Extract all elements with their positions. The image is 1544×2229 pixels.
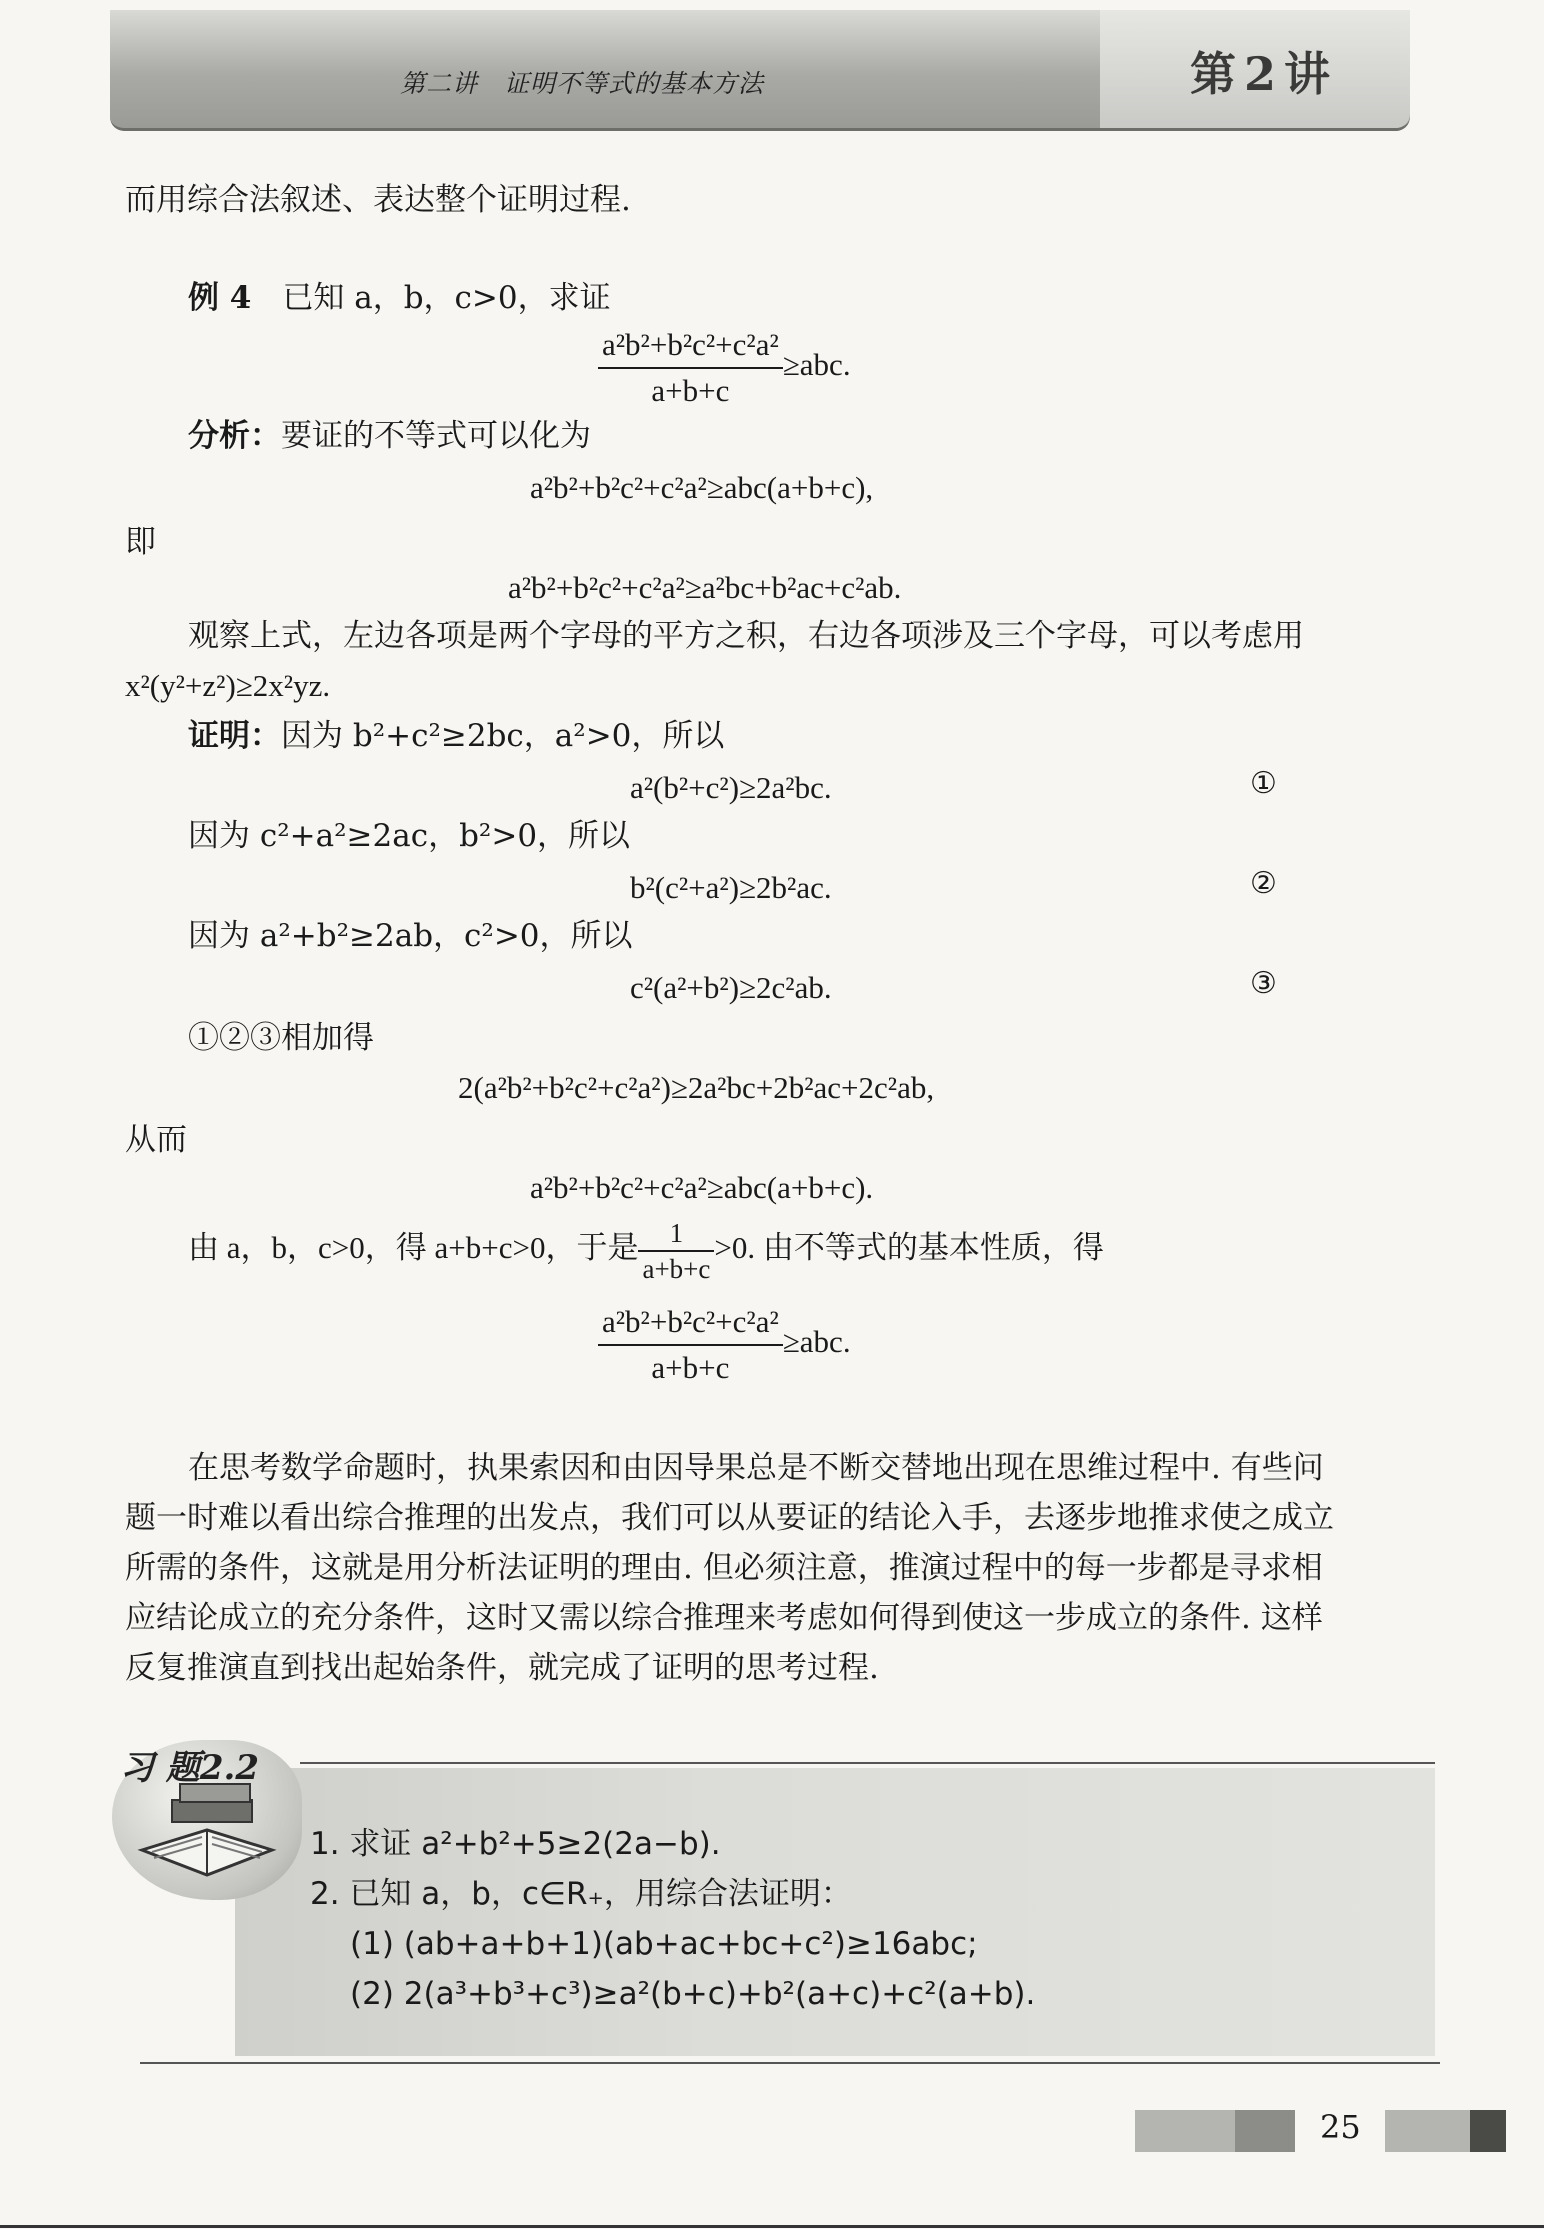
footer-bar-left-dark [1235,2110,1295,2152]
exercise-top-rule [300,1762,1435,1764]
lecture-number: 第2讲 [1190,47,1339,101]
exercise-item-2: 2. 已知 a，b，c∈R₊，用综合法证明： [310,1876,852,1912]
example-target-inequality [598,325,851,411]
proof-step3: 因为 a²+b²≥2ab，c²>0，所以 [188,918,633,954]
proof-eq-result: a²b²+b²c²+c²a²≥abc(a+b+c). [530,1170,874,1205]
proof-final-frac-denominator: a+b+c [642,1254,711,1284]
example-premise: 已知 a，b，c>0，求证 [282,280,611,316]
page-bottom-rule [0,2225,1544,2228]
proof-congr: 从而 [125,1122,187,1158]
exercise-label: 习 题2.2 [120,1748,259,1788]
example-target-numerator: a²b²+b²c²+c²a² [598,325,783,369]
proof-eq-sum: 2(a²b²+b²c²+c²a²)≥2a²bc+2b²ac+2c²ab, [458,1070,935,1105]
discussion-line-5: 反复推演直到找出起始条件，就完成了证明的思考过程. [125,1650,879,1686]
example-target-rhs: ≥abc. [782,347,851,383]
proof-step2: 因为 c²+a²≥2ac，b²>0，所以 [188,818,631,854]
discussion-line-2: 题一时难以看出综合推理的出发点，我们可以从要证的结论入手，去逐步地推求使之成立 [125,1500,1334,1536]
exercise-item-1: 1. 求证 a²+b²+5≥2(2a−b). [310,1826,721,1862]
proof-step1-text: 因为 b²+c²≥2bc，a²>0，所以 [281,718,725,754]
exercise-bottom-rule [140,2062,1440,2064]
analysis-ji: 即 [125,524,156,560]
proof-eq-b: b²(c²+a²)≥2b²ac. [630,870,832,905]
proof-final-numerator: a²b²+b²c²+c²a² [598,1302,783,1346]
equation-marker-1: ① [1250,766,1277,801]
observation-line2: x²(y²+z²)≥2x²yz. [125,668,331,703]
example-target-denominator: a+b+c [651,373,730,408]
proof-final-denominator: a+b+c [651,1350,730,1385]
analysis-eq2: a²b²+b²c²+c²a²≥a²bc+b²ac+c²ab. [508,570,902,605]
analysis-text: 要证的不等式可以化为 [281,418,591,454]
footer-bar-right-dark [1470,2110,1506,2152]
proof-final-post: >0. 由不等式的基本性质，得 [714,1230,1104,1266]
exercise-item-2-1: (1) (ab+a+b+1)(ab+ac+bc+c²)≥16abc; [350,1926,978,1962]
proof-final-frac-numerator: 1 [638,1218,714,1252]
page-number: 25 [1320,2108,1361,2146]
example-header [188,276,611,320]
equation-marker-2: ② [1250,866,1277,901]
discussion-line-4: 应结论成立的充分条件，这时又需以综合推理来考虑如何得到使这一步成立的条件. 这样 [125,1600,1323,1636]
proof-eq-c: c²(a²+b²)≥2c²ab. [630,970,832,1005]
analysis-line [188,414,591,458]
equation-marker-3: ③ [1250,966,1277,1001]
proof-final-inequality [598,1302,851,1388]
proof-final-line [188,1218,1104,1284]
discussion-line-3: 所需的条件，这就是用分析法证明的理由. 但必须注意，推演过程中的每一步都是寻求相 [125,1550,1323,1586]
proof-label: 证明： [188,718,281,754]
analysis-label: 分析： [188,418,281,454]
proof-step1 [188,714,724,758]
proof-final-pre: 由 a，b，c>0，得 a+b+c>0，于是 [188,1230,639,1266]
discussion-line-1: 在思考数学命题时，执果索因和由因导果总是不断交替地出现在思维过程中. 有些问 [188,1450,1324,1486]
proof-sum-line: ①②③相加得 [188,1020,374,1056]
proof-final-rhs: ≥abc. [782,1324,851,1360]
proof-eq-a: a²(b²+c²)≥2a²bc. [630,770,832,805]
running-header-title: 第二讲 证明不等式的基本方法 [400,69,765,98]
observation-line1: 观察上式，左边各项是两个字母的平方之积，右边各项涉及三个字母，可以考虑用 [188,618,1304,654]
exercise-item-2-2: (2) 2(a³+b³+c³)≥a²(b+c)+b²(a+c)+c²(a+b). [350,1976,1036,2012]
intro-line: 而用综合法叙述、表达整个证明过程. [125,182,631,218]
analysis-eq1: a²b²+b²c²+c²a²≥abc(a+b+c), [530,470,874,505]
example-label: 例 4 [188,280,252,316]
